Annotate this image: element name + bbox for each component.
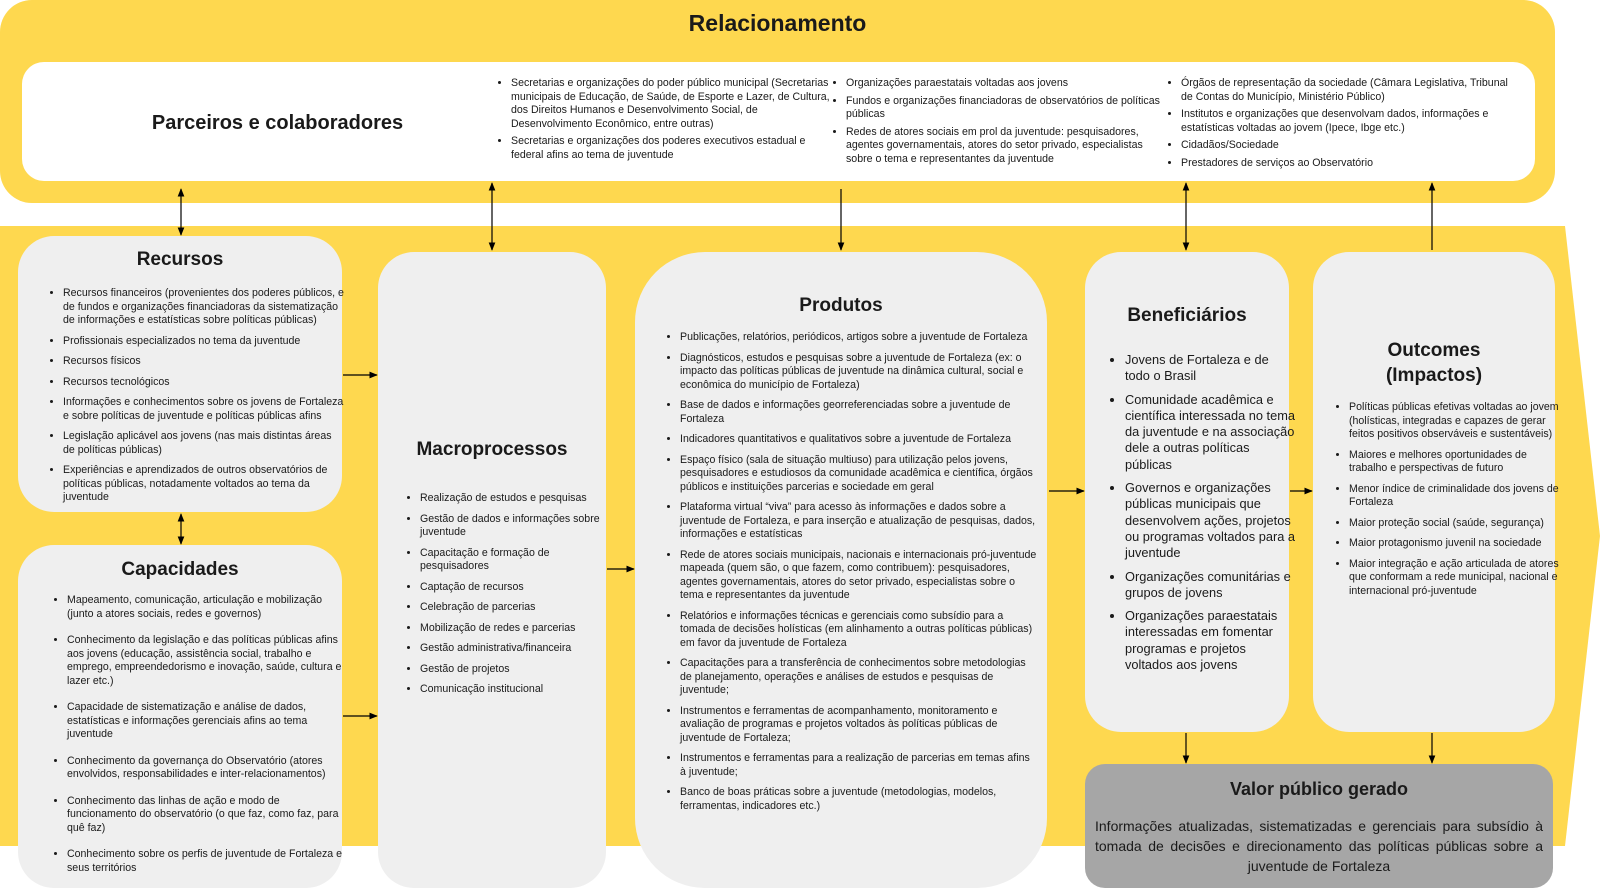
list-item: • Recursos físicos — [63, 355, 345, 369]
list-item: • Celebração de parcerias — [420, 601, 615, 615]
list-item: • Diagnósticos, estudos e pesquisas sobre a juventude de Fortaleza (ex: o impacto das políticas públicas de juventude na dinâmica cultural, social e econômica do município de Fortaleza) — [680, 352, 1038, 393]
partners-list-1 — [495, 77, 831, 166]
list-item: • Captação de recursos — [420, 581, 615, 595]
list-item: • Publicações, relatórios, periódicos, artigos sobre a juventude de Fortaleza — [680, 331, 1038, 345]
list-item: • Comunicação institucional — [420, 683, 615, 697]
produtos-panel — [635, 252, 1047, 888]
list-item: • Maiores e melhores oportunidades de trabalho e perspectivas de futuro — [1349, 449, 1561, 476]
list-item: • Banco de boas práticas sobre a juventude (metodologias, modelos, ferramentas, indicadores etc.) — [680, 786, 1038, 813]
list-item: • Organizações paraestatais interessadas em fomentar programas e projetos voltados aos jovens — [1125, 608, 1295, 673]
list-item: • Conhecimento sobre os perfis de juventude de Fortaleza e seus territórios — [67, 848, 347, 875]
outcomes-list — [1334, 401, 1561, 605]
list-item: • Experiências e aprendizados de outros observatórios de políticas públicas, notadamente voltados ao tema da juventude — [63, 464, 345, 505]
produtos-title: Produtos — [799, 295, 883, 316]
capacidades-list — [52, 594, 347, 888]
list-item: • Informações e conhecimentos sobre os jovens de Fortaleza e sobre políticas de juventude e políticas públicas afins — [63, 396, 345, 423]
list-item: • Base de dados e informações georreferenciadas sobre a juventude de Fortaleza — [680, 399, 1038, 426]
outcomes-title-line1: Outcomes — [1387, 340, 1481, 361]
list-item: • Institutos e organizações que desenvolvam dados, informações e estatísticas voltadas ao jovem (Ipece, Ibge etc.) — [1181, 108, 1516, 135]
list-item: • Fundos e organizações financiadoras de observatórios de políticas públicas — [846, 95, 1161, 122]
list-item: • Prestadores de serviços ao Observatório — [1181, 157, 1516, 171]
list-item: • Mobilização de redes e parcerias — [420, 622, 615, 636]
list-item: • Conhecimento da governança do Observatório (atores envolvidos, responsabilidades e inter-relacionamentos) — [67, 755, 347, 782]
list-item: • Relatórios e informações técnicas e gerenciais como subsídio para a tomada de decisões holísticas (em alinhamento a outras políticas públicas) em favor da juventude de Fortaleza — [680, 610, 1038, 651]
list-item: • Gestão de projetos — [420, 663, 615, 677]
macroprocessos-title: Macroprocessos — [416, 439, 568, 460]
capacidades-panel — [18, 545, 342, 888]
beneficiarios-panel — [1085, 252, 1296, 732]
list-item: • Conhecimento das linhas de ação e modo de funcionamento do observatório (o que faz, como faz, para quê faz) — [67, 795, 347, 836]
list-item: • Gestão de dados e informações sobre juventude — [420, 513, 615, 540]
valor-title: Valor público gerado — [1229, 779, 1409, 799]
list-item: • Secretarias e organizações dos poderes executivos estadual e federal afins ao tema de juventude — [511, 135, 831, 162]
beneficiarios-list — [1110, 352, 1295, 680]
list-item: • Órgãos de representação da sociedade (Câmara Legislativa, Tribunal de Contas do Município, Ministério Público) — [1181, 77, 1516, 104]
list-item: • Conhecimento da legislação e das políticas públicas afins aos jovens (educação, assistência social, trabalho e emprego, empreendedorismo e inovação, saúde, cultura e lazer etc.) — [67, 634, 347, 688]
macroprocessos-list — [405, 492, 615, 704]
list-item: • Políticas públicas efetivas voltadas ao jovem (holísticas, integradas e capazes de gerar feitos positivos observáveis e sustentáveis) — [1349, 401, 1561, 442]
list-item: • Mapeamento, comunicação, articulação e mobilização (junto a atores sociais, redes e governos) — [67, 594, 347, 621]
list-item: • Capacitação e formação de pesquisadores — [420, 547, 615, 574]
produtos-list — [665, 331, 1038, 820]
list-item: • Capacitações para a transferência de conhecimentos sobre metodologias de planejamento, operações e análises de estudos e pesquisas de juventude; — [680, 657, 1038, 698]
partners-list-2 — [830, 77, 1161, 170]
list-item: • Maior integração e ação articulada de atores que conformam a rede municipal, nacional e internacional pró-juventude — [1349, 558, 1561, 599]
partners-list-3 — [1165, 77, 1516, 174]
list-item: • Redes de atores sociais em prol da juventude: pesquisadores, agentes governamentais, atores do setor privado, especialistas sobre o tema e representantes da juventude — [846, 126, 1161, 167]
list-item: • Realização de estudos e pesquisas — [420, 492, 615, 506]
list-item: • Organizações paraestatais voltadas aos jovens — [846, 77, 1161, 91]
list-item: • Instrumentos e ferramentas para a realização de parcerias em temas afins à juventude; — [680, 752, 1038, 779]
list-item: • Comunidade acadêmica e científica interessada no tema da juventude e na associação dele a outras políticas públicas — [1125, 392, 1295, 473]
list-item: • Recursos tecnológicos — [63, 376, 345, 390]
list-item: • Recursos financeiros (provenientes dos poderes públicos, e de fundos e organizações financiadoras da sistematização de informações e estatísticas sobre políticas públicas) — [63, 287, 345, 328]
recursos-panel — [18, 236, 342, 512]
list-item: • Espaço físico (sala de situação multiuso) para utilização pelos jovens, pesquisadores e estudiosos da comunidade acadêmica e científica, órgãos públicos e instituições parcerias e sociedade em geral — [680, 454, 1038, 495]
list-item: • Plataforma virtual “viva” para acesso às informações e dados sobre a juventude de Fortaleza, e para inserção e atualização de pesquisas, dados, informações e estatísticas — [680, 501, 1038, 542]
list-item: • Cidadãos/Sociedade — [1181, 139, 1516, 153]
list-item: • Menor índice de criminalidade dos jovens de Fortaleza — [1349, 483, 1561, 510]
list-item: • Secretarias e organizações do poder público municipal (Secretarias municipais de Educação, de Saúde, de Esporte e Lazer, de Cultura, dos Direitos Humanos e Desenvolvimento Social, de Desenvolvimento Econômico, entre outras) — [511, 77, 831, 131]
recursos-title: Recursos — [136, 249, 224, 270]
list-item: • Capacidade de sistematização e análise de dados, estatísticas e informações gerenciais afins ao tema juventude — [67, 701, 347, 742]
recursos-list — [48, 287, 345, 512]
macroprocessos-panel — [378, 252, 606, 888]
outcomes-panel — [1313, 252, 1559, 732]
beneficiarios-title: Beneficiários — [1127, 305, 1247, 326]
list-item: • Maior proteção social (saúde, segurança) — [1349, 517, 1561, 531]
list-item: • Jovens de Fortaleza e de todo o Brasil — [1125, 352, 1295, 385]
list-item: • Indicadores quantitativos e qualitativos sobre a juventude de Fortaleza — [680, 433, 1038, 447]
list-item: • Legislação aplicável aos jovens (nas mais distintas áreas de políticas públicas) — [63, 430, 345, 457]
outcomes-title-line2: (Impactos) — [1385, 365, 1483, 386]
list-item: • Rede de atores sociais municipais, nacionais e internacionais pró-juventude mapeada (quem são, o que fazem, como contribuem): pesquisadores, agentes governamentais, atores do setor privado, especialistas sobre o tema e representantes da juventude — [680, 549, 1038, 603]
list-item: • Governos e organizações públicas municipais que desenvolvem ações, projetos ou programas voltados para a juventude — [1125, 480, 1295, 561]
capacidades-title: Capacidades — [121, 559, 239, 580]
valor-publico-box — [1085, 764, 1553, 888]
relacionamento-title: Relacionamento — [688, 10, 867, 36]
partners-title: Parceiros e colaboradores — [151, 112, 404, 134]
list-item: • Gestão administrativa/financeira — [420, 642, 615, 656]
list-item: • Organizações comunitárias e grupos de jovens — [1125, 569, 1295, 602]
outcomes-title — [1313, 338, 1555, 388]
list-item: • Profissionais especializados no tema da juventude — [63, 335, 345, 349]
list-item: • Maior protagonismo juvenil na sociedade — [1349, 537, 1561, 551]
valor-text: Informações atualizadas, sistematizadas e gerenciais para subsídio à tomada de decisões e direcionamento das políticas públicas sobre a juventude de Fortaleza — [1095, 818, 1543, 874]
list-item: • Instrumentos e ferramentas de acompanhamento, monitoramento e avaliação de programas e projetos voltados às políticas públicas de juventude de Fortaleza; — [680, 705, 1038, 746]
